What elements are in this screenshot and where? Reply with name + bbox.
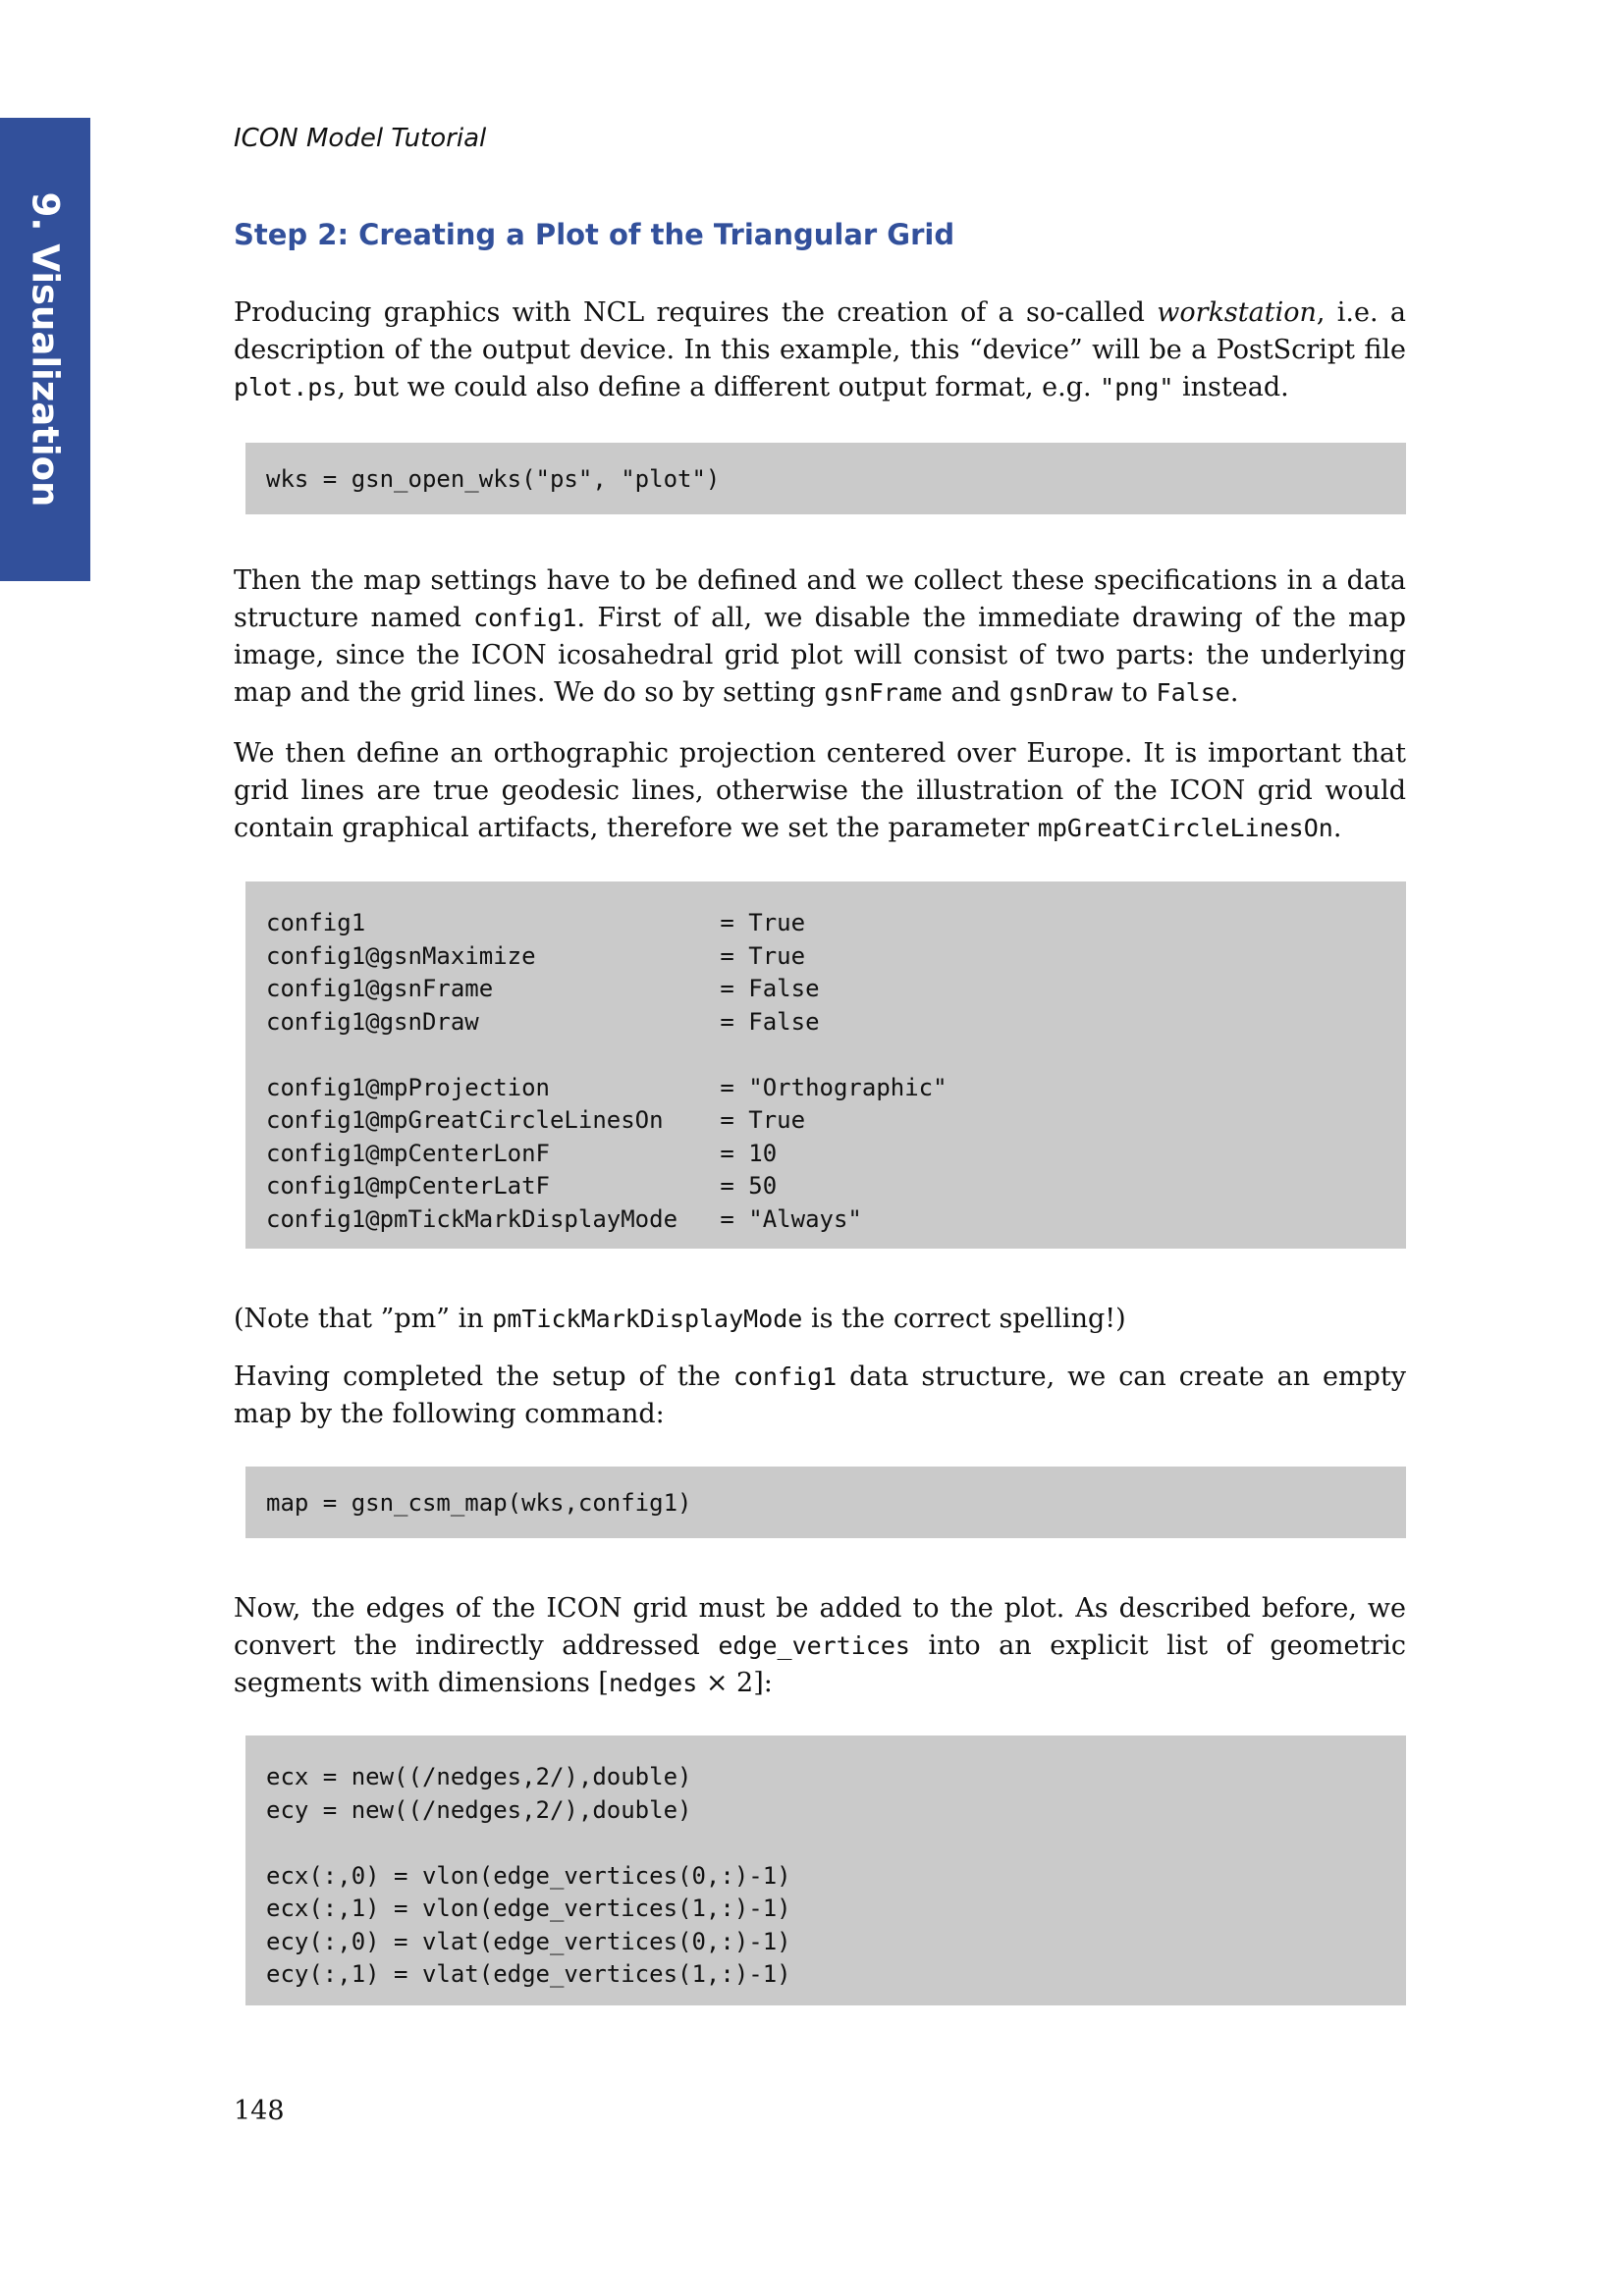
code-block-edge-coords — [245, 1735, 1406, 2005]
text-run: (Note that ”pm” in — [234, 1304, 493, 1334]
page-number: 148 — [234, 2096, 285, 2126]
inline-code-config1: config1 — [732, 1362, 838, 1391]
inline-code-edge-vertices: edge_vertices — [718, 1631, 910, 1660]
text-run: instead. — [1173, 372, 1289, 402]
code-block-create-map — [245, 1467, 1406, 1538]
paragraph-note-pm — [234, 1301, 1406, 1338]
text-run: is the correct spelling!) — [802, 1304, 1126, 1334]
inline-code-gsndraw: gsnDraw — [1008, 678, 1113, 707]
text-run: Then the map settings have to be defined and we collect these specifications in a data structure named — [234, 565, 1406, 633]
inline-code-pm-tickmark: pmTickMarkDisplayMode — [492, 1305, 803, 1333]
code-lines: ecx = new((/nedges,2/),double) ecy = new((/nedges,2/),double) ecx(:,0) = vlon(edge_vertices(0,:)-1) ecx(:,1) = vlon(edge_vertices(1,:)-1) ecy(:,0) = vlat(edge_vertices(0,:)-1) ecy(:,1) = vlat(edge_vertices(1,:)-1) — [266, 1763, 791, 1988]
text-run: data structure, we can create an empty map by the following command: — [234, 1362, 1406, 1429]
inline-code-nedges: nedges — [608, 1669, 698, 1697]
paragraph-projection — [234, 735, 1406, 847]
text-run: , i.e. a description of the output device. In this example, this “device” will be a PostScript file — [234, 297, 1407, 365]
text-run: and — [942, 677, 1009, 708]
inline-code-gsnframe: gsnFrame — [824, 678, 943, 707]
text-run: Having completed the setup of the — [234, 1362, 733, 1392]
chapter-side-tab — [0, 118, 90, 581]
code-block-open-workstation — [245, 443, 1406, 514]
text-run: . — [1332, 813, 1342, 843]
text-run: × 2]: — [697, 1668, 773, 1698]
text-run: Producing graphics with NCL requires the creation of a so-called — [234, 297, 1158, 328]
inline-code-false: False — [1156, 678, 1230, 707]
text-run: . — [1229, 677, 1239, 708]
inline-code-config1: config1 — [473, 604, 577, 632]
text-run: into an explicit list of geometric segments with dimensions [ — [234, 1630, 1406, 1698]
code-lines: config1 = True config1@gsnMaximize = True config1@gsnFrame = False config1@gsnDraw = False config1@mpProjection = "Orthographic" config1@mpGreatCircleLinesOn = True config1@mpCenterLonF = 10 config1@mpCenterLatF = 50 config1@pmTickMarkDisplayMode = "Always" — [266, 909, 947, 1233]
code-lines: map = gsn_csm_map(wks,config1) — [266, 1489, 692, 1517]
inline-code-plot-ps: plot.ps — [234, 373, 338, 401]
chapter-side-tab-label: 9. Visualization — [24, 191, 67, 507]
paragraph-workstation — [234, 294, 1406, 406]
paragraph-edges — [234, 1590, 1406, 1702]
paragraph-empty-map — [234, 1359, 1406, 1433]
text-run: Now, the edges of the ICON grid must be added to the plot. As described before, we convert the indirectly addressed — [234, 1593, 1406, 1661]
section-heading: Step 2: Creating a Plot of the Triangular Grid — [234, 218, 955, 251]
code-lines: wks = gsn_open_wks("ps", "plot") — [266, 465, 721, 493]
text-run: to — [1112, 677, 1157, 708]
text-run: We then define an orthographic projection centered over Europe. It is important that grid lines are true geodesic lines, otherwise the illustration of the ICON grid would contain graphical artifacts, therefore we set the parameter — [234, 738, 1406, 843]
paragraph-map-settings — [234, 562, 1406, 712]
text-run: . First of all, we disable the immediate drawing of the map image, since the ICON icosahedral grid plot will consist of two parts: the underlying map and the grid lines. We do so by setting — [234, 603, 1406, 708]
code-block-config1 — [245, 881, 1406, 1249]
emphasis-workstation: workstation — [1157, 297, 1317, 328]
text-run: , but we could also define a different output format, e.g. — [337, 372, 1101, 402]
inline-code-great-circle: mpGreatCircleLinesOn — [1037, 814, 1333, 842]
running-header: ICON Model Tutorial — [234, 124, 487, 153]
inline-code-png: "png" — [1100, 373, 1174, 401]
